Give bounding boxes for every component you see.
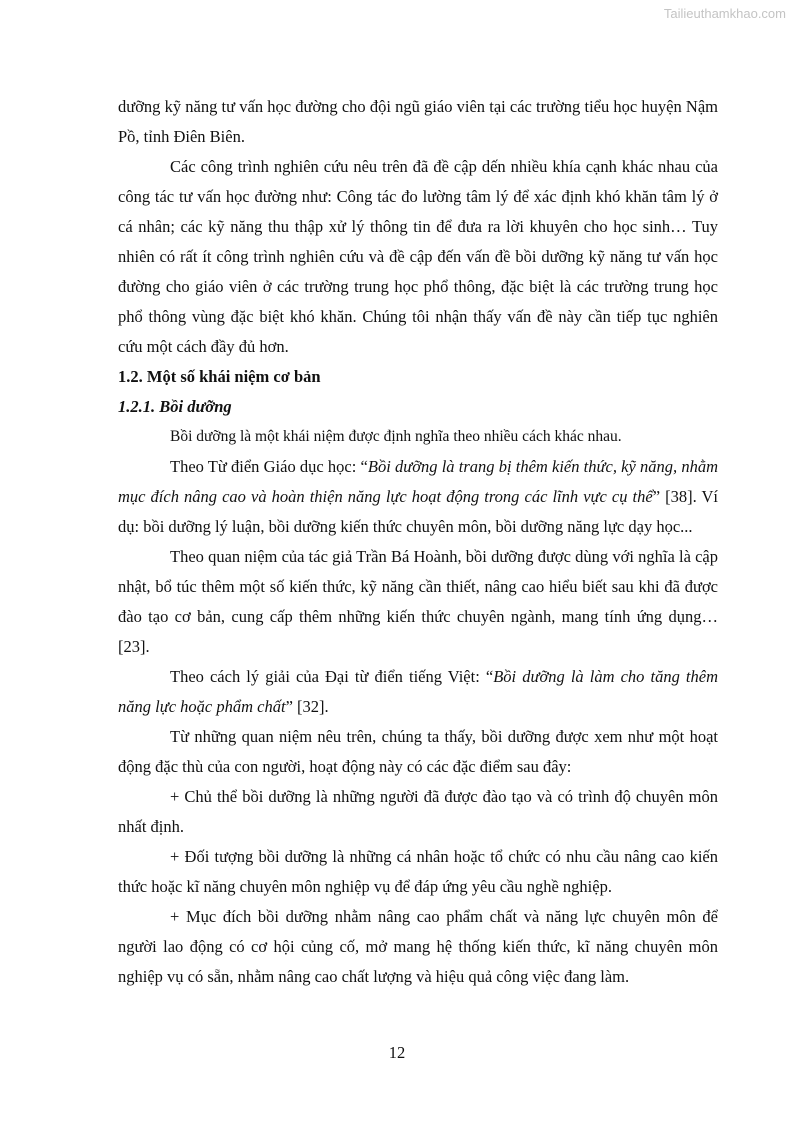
paragraph-research-summary: Các công trình nghiên cứu nêu trên đã đề cập dến nhiều khía cạnh khác nhau của công tác tư vấn học đường như: Công tác đo lường tâm lý để xác định khó khăn tâm lý ở cá nhân; các kỹ năng thu thập xử lý thông tin để đưa ra lời khuyên cho học sinh… Tuy nhiên có rất ít công trình nghiên cứu và đề cập đến vấn đề bồi dưỡng kỹ năng tư vấn học đường cho giáo viên ở các trường trung học phổ thông, đặc biệt là các trường trung học phổ thông vùng đặc biệt khó khăn. Chúng tôi nhận thấy vấn đề này cần tiếp tục nghiên cứu một cách đầy đủ hơn. [118, 157, 718, 356]
watermark: Tailieuthamkhao.com [663, 6, 786, 21]
list-item-purpose: + Mục đích bồi dưỡng nhằm nâng cao phẩm chất và năng lực chuyên môn để người lao động có cơ hội củng cố, mở mang hệ thống kiến thức, kĩ năng chuyên môn nghiệp vụ có sẵn, nhằm nâng cao chất lượng và hiệu quả công việc đang làm. [118, 907, 718, 986]
quote-text: Bồi dưỡng là trang bị thêm kiến thức, kỹ năng, nhằm mục đích nâng cao và hoàn thiện năng lực hoạt động trong các lĩnh vực cụ thể [118, 457, 718, 506]
paragraph-continuation: dưỡng kỹ năng tư vấn học đường cho đội ngũ giáo viên tại các trường tiểu học huyện Nậm Pồ, tỉnh Điên Biên. [118, 97, 718, 146]
subsection-heading: 1.2.1. Bồi dưỡng [118, 397, 232, 416]
list-item-subject: + Chủ thể bồi dưỡng là những người đã được đào tạo và có trình độ chuyên môn nhất định. [118, 787, 718, 836]
page-number: 12 [388, 1043, 406, 1062]
list-item-object: + Đối tượng bồi dưỡng là những cá nhân hoặc tổ chức có nhu cầu nâng cao kiến thức hoặc kĩ năng chuyên môn nghiệp vụ để đáp ứng yêu cầu nghề nghiệp. [118, 847, 718, 896]
paragraph-definition-intro: Bồi dưỡng là một khái niệm được định nghĩa theo nhiều cách khác nhau. [170, 428, 622, 445]
paragraph-characteristics-intro: Từ những quan niệm nêu trên, chúng ta thấy, bồi dưỡng được xem như một hoạt động đặc thù của con người, hoạt động này có các đặc điểm sau đây: [118, 727, 718, 776]
quote-text: Bồi dưỡng là làm cho tăng thêm năng lực hoặc phẩm chất [118, 667, 718, 716]
document-body [118, 92, 718, 992]
section-heading: 1.2. Một số khái niệm cơ bản [118, 367, 321, 386]
paragraph-author-view: Theo quan niệm của tác giả Trần Bá Hoành, bồi dưỡng được dùng với nghĩa là cập nhật, bổ túc thêm một số kiến thức, kỹ năng cần thiết, nâng cao hiểu biết sau khi đã được đào tạo cơ bản, cung cấp thêm những kiến thức chuyên ngành, mang tính ứng dụng… [23]. [118, 547, 718, 656]
paragraph-dictionary-definition: Theo Từ điển Giáo dục học: “Bồi dưỡng là trang bị thêm kiến thức, kỹ năng, nhằm mục đích nâng cao và hoàn thiện năng lực hoạt động trong các lĩnh vực cụ thể” [38]. Ví dụ: bồi dưỡng lý luận, bồi dưỡng kiến thức chuyên môn, bồi dưỡng năng lực dạy học... [118, 457, 718, 536]
paragraph-vietnamese-dictionary: Theo cách lý giải của Đại từ điển tiếng Việt: “Bồi dưỡng là làm cho tăng thêm năng lực hoặc phẩm chất” [32]. [118, 667, 718, 716]
